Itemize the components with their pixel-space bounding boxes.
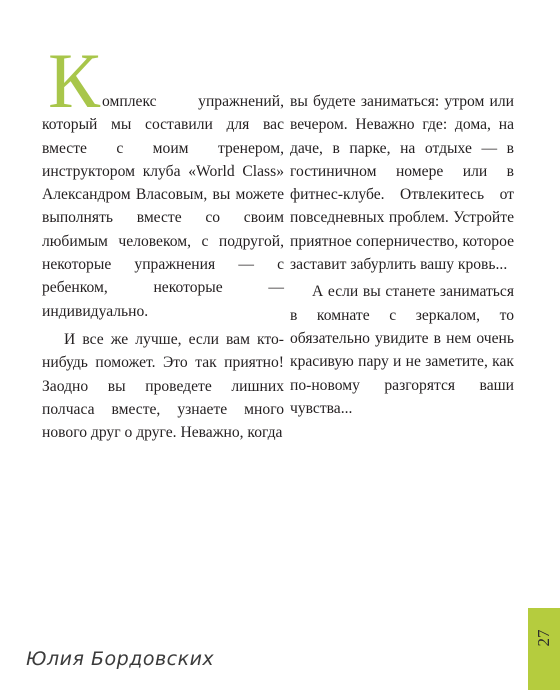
second-paragraph: И все же лучше, если вам кто-нибудь поможет. Это так приятно! Заодно вы проведете лишних полчаса вместе, узнаете много нового друг о друге. Неважно, когда — [42, 330, 284, 442]
closing-paragraph: А если вы станете заниматься в комнате с зеркалом, то обязательно увидите в нем очень красивую пару и не заметите, как по-новому разгорятся ваши чувства... — [290, 283, 514, 417]
intro-paragraph — [42, 37, 284, 323]
continuation-paragraph: вы будете заниматься: утром или вечером. Неважно где: дома, на даче, в парке, на отдыхе — в гостиничном номере или в фитнес-клубе. Отвлекитесь от повседневных проблем. Устройте приятное соперничество, которое заставит забурлить вашу кровь... — [290, 93, 514, 274]
page-number: 27 — [534, 629, 553, 647]
drop-cap-letter: К — [48, 37, 101, 124]
footer-author-name: Юлия Бордовских — [26, 648, 215, 670]
page-number-tab — [528, 608, 560, 690]
right-text-column — [290, 90, 514, 420]
intro-paragraph-text: омплекс упражнений, который мы составили для вас вместе с моим тренером, инструктором клуба «World Class» Александром Власовым, вы можете выполнять вместе со своим любимым человеком, с подругой, некоторые упражнения — с ребенком, некоторые — индивидуально. — [42, 93, 284, 320]
left-text-column — [42, 37, 284, 444]
